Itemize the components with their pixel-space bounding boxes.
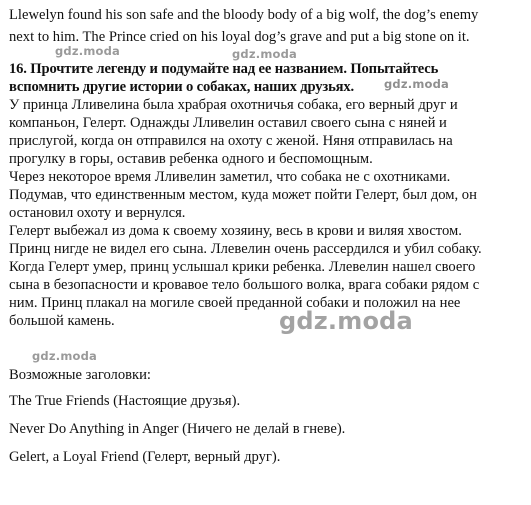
legend-line-11: сына в безопасности и кровавое тело большого волка, врага собаки рядом с — [9, 277, 480, 293]
legend-line-13: большой камень. — [9, 313, 115, 329]
titles-heading: Возможные заголовки: — [9, 367, 151, 383]
english-line-2: next to him. The Prince cried on his loyal dog’s grave and put a big stone on it. — [9, 29, 470, 45]
legend-line-5: Через некоторое время Лливелин заметил, что собака не с охотниками. — [9, 169, 451, 185]
task-line-2: вспомнить другие истории о собаках, наших друзьях. — [9, 79, 355, 95]
task-line-1: 16. Прочтите легенду и подумайте над ее названием. Попытайтесь — [9, 61, 439, 77]
watermark-gdz-moda: gdz.moda — [55, 44, 121, 58]
watermark-gdz-moda: gdz.moda — [384, 77, 450, 91]
legend-line-12: ним. Принц плакал на могиле своей преданной собаки и положил на нее — [9, 295, 461, 311]
legend-line-8: Гелерт выбежал из дома к своему хозяину, весь в крови и виляя хвостом. — [9, 223, 462, 239]
legend-line-10: Когда Гелерт умер, принц услышал крики ребенка. Ллевелин нашел своего — [9, 259, 476, 275]
title-option-3: Gelert, a Loyal Friend (Гелерт, верный друг). — [9, 449, 281, 465]
legend-line-6: Подумав, что единственным местом, куда может пойти Гелерт, был дом, он — [9, 187, 477, 203]
legend-line-2: компаньон, Гелерт. Однажды Лливелин оставил своего сына с няней и — [9, 115, 447, 131]
title-option-1: The True Friends (Настоящие друзья). — [9, 393, 241, 409]
watermark-gdz-moda-large: gdz.moda — [279, 307, 413, 335]
legend-line-7: остановил охоту и вернулся. — [9, 205, 186, 221]
legend-line-1: У принца Лливелина была храбрая охотничья собака, его верный друг и — [9, 97, 458, 113]
legend-line-4: прогулку в горы, оставив ребенка одного и беспомощным. — [9, 151, 373, 167]
watermark-gdz-moda: gdz.moda — [32, 349, 98, 363]
legend-line-9: Принц нигде не видел его сына. Ллевелин очень рассердился и убил собаку. — [9, 241, 482, 257]
legend-line-3: прислугой, когда он отправился на охоту с женой. Няня отправилась на — [9, 133, 453, 149]
watermark-gdz-moda: gdz.moda — [232, 47, 298, 61]
english-line-1: Llewelyn found his son safe and the bloody body of a big wolf, the dog’s enemy — [9, 7, 479, 23]
title-option-2: Never Do Anything in Anger (Ничего не делай в гневе). — [9, 421, 346, 437]
